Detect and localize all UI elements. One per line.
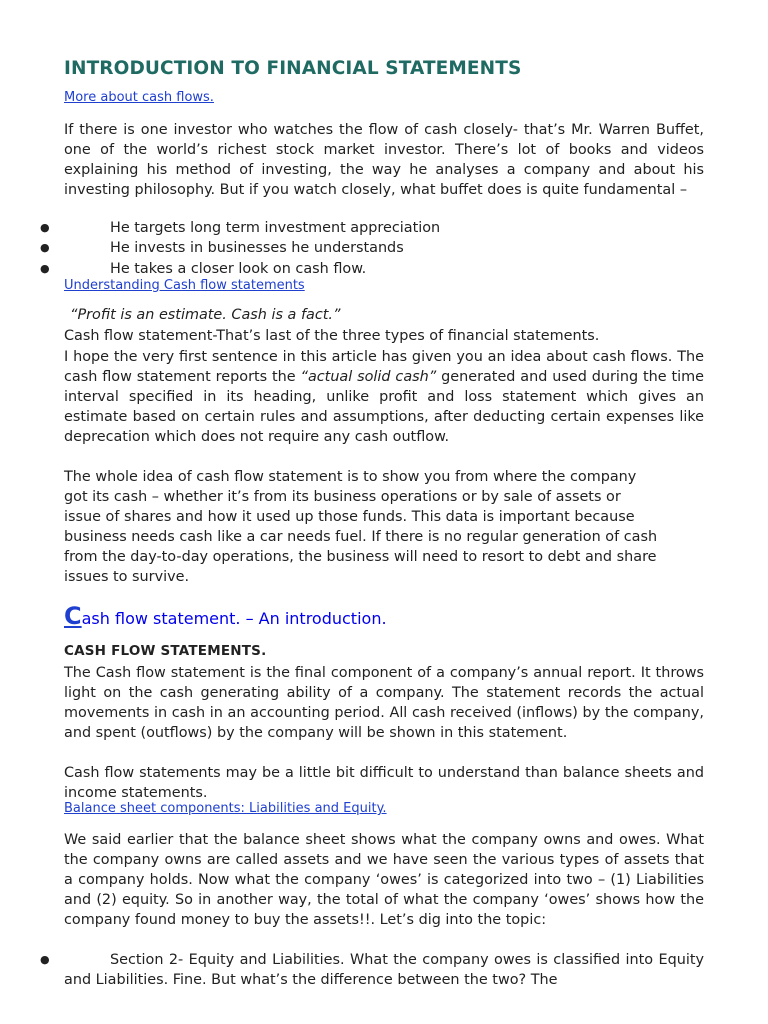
link-cash-flow-introduction[interactable] [64, 602, 387, 630]
bullet-icon: ● [40, 221, 50, 234]
paragraph-line: got its cash – whether it’s from its business operations or by sale of assets or [64, 489, 621, 505]
emphasis-text: “actual solid cash” [300, 369, 437, 385]
paragraph-actual-cash [64, 347, 704, 447]
paragraph-text: I hope the very first sentence in this article has given you an idea about cash flows. The cash flow statement reports the [64, 349, 704, 385]
drop-cap: C [64, 602, 82, 630]
list-item-text: He targets long term investment appreciation [110, 220, 441, 236]
paragraph-text: generated and used during the time interval specified in its heading, unlike profit and loss statement which gives an estimate based on certain rules and assumptions, after deducting certain expenses like deprecation which does not require any cash outflow. [64, 369, 705, 445]
list-item [40, 950, 704, 990]
paragraph-buffett-intro: If there is one investor who watches the flow of cash closely- that’s Mr. Warren Buffet, one of the world’s richest stock market investor. There’s lot of books and videos explaining his method of investing, the way he analyses a company and about his investing philosophy. But if you watch closely, what buffet does is quite fundamental – [64, 122, 704, 198]
bullet-icon: ● [40, 262, 50, 275]
paragraph-line: issue of shares and how it used up those funds. This data is important because [64, 509, 635, 525]
bullet-icon: ● [40, 241, 50, 254]
quote: “Profit is an estimate. Cash is a fact.” [70, 307, 341, 323]
paragraph-final-component: The Cash flow statement is the final component of a company’s annual report. It throws light on the cash generating ability of a company. The statement records the actual movements in cash in an accounting period. All cash received (inflows) by the company, and spent (outflows) by the company will be shown in this statement. [64, 665, 704, 741]
list-item-text: Section 2- Equity and Liabilities. What the company owes is classified into Equity and Liabilities. Fine. But what’s the difference between the two? The [64, 952, 704, 988]
link-label: ash flow statement. – An introduction. [81, 609, 387, 628]
bullet-icon: ● [40, 953, 50, 966]
paragraph-whole-idea [64, 467, 704, 587]
list-item-text: He takes a closer look on cash flow. [110, 261, 367, 277]
link-balance-sheet-components[interactable]: Balance sheet components: Liabilities and Equity. [64, 801, 387, 816]
page-title: INTRODUCTION TO FINANCIAL STATEMENTS [64, 58, 522, 79]
section-heading: CASH FLOW STATEMENTS. [64, 643, 267, 659]
link-understanding-cash-flow[interactable]: Understanding Cash flow statements [64, 278, 305, 293]
paragraph-line: from the day-to-day operations, the business will need to resort to debt and share [64, 549, 657, 565]
paragraph-line: The whole idea of cash flow statement is to show you from where the company [64, 469, 637, 485]
paragraph-owns-and-owes: We said earlier that the balance sheet shows what the company owns and owes. What the company owns are called assets and we have seen the various types of assets that a company holds. Now what the company ‘owes’ is categorized into two – (1) Liabilities and (2) equity. So in another way, the total of what the company ‘owes’ shows how the company found money to buy the assets!!. Let’s dig into the topic: [64, 832, 704, 928]
paragraph-three-types: Cash flow statement-That’s last of the three types of financial statements. [64, 328, 600, 344]
paragraph-line: business needs cash like a car needs fuel. If there is no regular generation of cash [64, 529, 658, 545]
paragraph-difficult: Cash flow statements may be a little bit difficult to understand than balance sheets and income statements. [64, 765, 704, 801]
link-more-cash-flows[interactable]: More about cash flows. [64, 90, 214, 105]
paragraph-line: issues to survive. [64, 569, 190, 585]
list-item-text: He invests in businesses he understands [110, 240, 404, 256]
